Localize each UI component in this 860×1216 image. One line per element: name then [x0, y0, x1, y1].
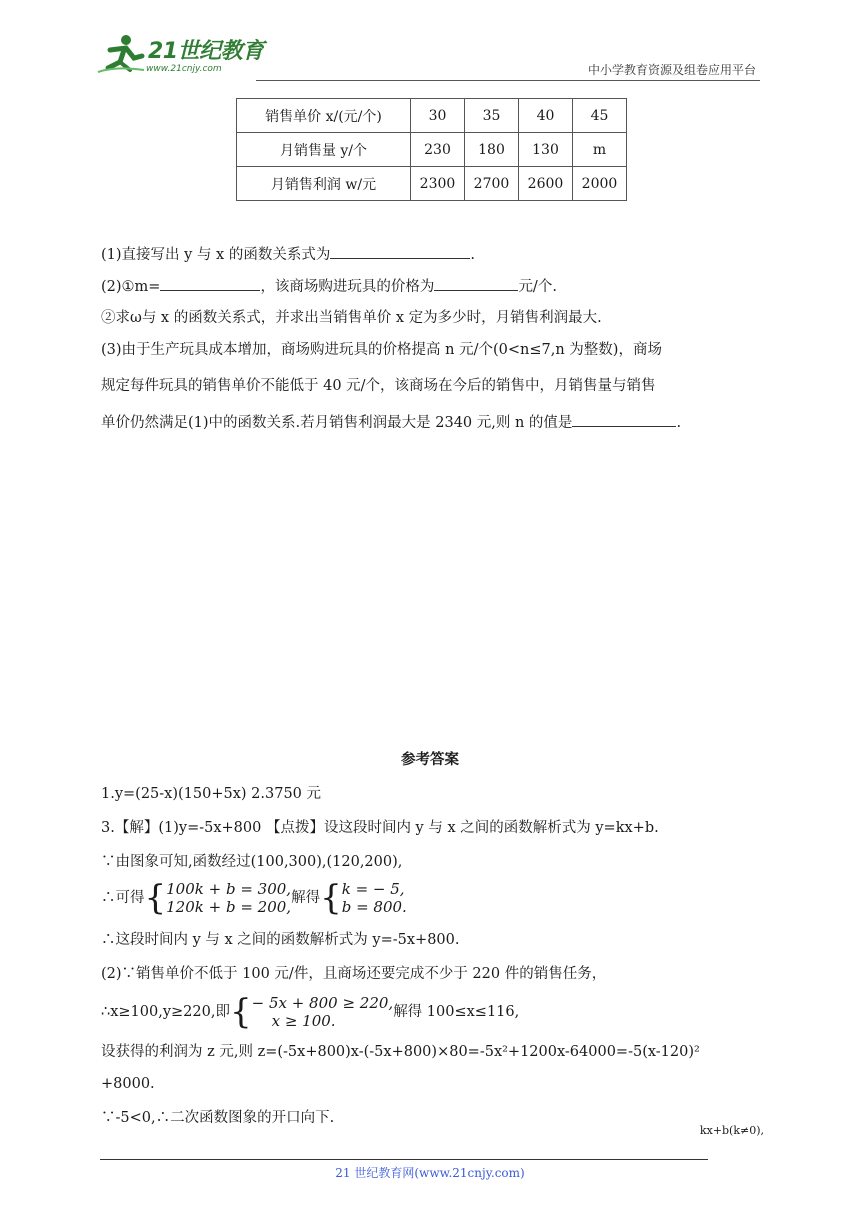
- equation-system-1: [166, 880, 291, 916]
- table-cell: 130: [519, 133, 573, 167]
- table-cell: 180: [465, 133, 519, 167]
- equation: k = − 5,: [341, 880, 405, 898]
- header-platform-text: 中小学教育资源及组卷应用平台: [587, 63, 756, 77]
- answer-3-line-1: 3.【解】(1)y=-5x+800 【点拨】设这段时间内 y 与 x 之间的函数解析式为 y=kx+b.: [101, 820, 659, 836]
- runner-logo-icon: [96, 32, 146, 76]
- question-3-line-1: (3)由于生产玩具成本增加，商场购进玩具的价格提高 n 元/个(0<n≤7,n 为整数)，商场: [101, 342, 662, 358]
- answer-3-line-7: 设获得的利润为 z 元,则 z=(-5x+800)x-(-5x+800)×80=-5x²+1200x-64000=-5(x-120)²: [101, 1044, 700, 1060]
- table-cell: 30: [411, 99, 465, 133]
- answer-text: ∴x≥100,y≥220,即: [101, 1004, 230, 1020]
- question-3-line-3: [101, 412, 681, 433]
- table-cell: 230: [411, 133, 465, 167]
- answer-3-line-9: ∵-5<0,∴二次函数图象的开口向下.: [101, 1110, 335, 1126]
- answers-title: 参考答案: [401, 752, 459, 768]
- answer-3-line-6: [101, 994, 519, 1030]
- equation: − 5x + 800 ≥ 220,: [251, 994, 394, 1012]
- answer-blank: [572, 412, 676, 427]
- equation: b = 800.: [341, 898, 407, 916]
- answer-text: 解得: [291, 890, 321, 906]
- question-text: (2)①m=: [101, 279, 161, 295]
- table-cell: 月销售利润 w/元: [237, 167, 411, 201]
- answer-1-2: 1.y=(25-x)(150+5x) 2.3750 元: [101, 786, 322, 802]
- left-brace: {: [320, 878, 342, 918]
- table-row: [237, 133, 627, 167]
- answer-3-line-8: +8000.: [101, 1076, 155, 1092]
- left-brace: {: [144, 878, 167, 918]
- footer-link[interactable]: 21 世纪教育网(www.21cnjy.com): [335, 1166, 525, 1180]
- answer-blank: [160, 276, 260, 291]
- table-cell: m: [573, 133, 627, 167]
- question-text: .: [676, 415, 682, 431]
- table-row: [237, 167, 627, 201]
- answer-3-line-2: ∵由图象可知,函数经过(100,300),(120,200),: [101, 854, 403, 870]
- question-1: [101, 244, 475, 265]
- equation-system-3: [252, 994, 394, 1030]
- footer-divider: [100, 1159, 708, 1160]
- answer-3-line-5: (2)∵销售单价不低于 100 元/件，且商场还要完成不少于 220 件的销售任务，: [101, 966, 607, 982]
- table-row: [237, 99, 627, 133]
- page-header: [96, 30, 760, 82]
- header-divider: [256, 80, 760, 81]
- answer-text: 解得 100≤x≤116,: [393, 1004, 520, 1020]
- sales-table: [236, 98, 627, 201]
- question-3-line-2: 规定每件玩具的销售单价不能低于 40 元/个，该商场在今后的销售中，月销售量与销售: [101, 378, 656, 394]
- equation: 120k + b = 200,: [166, 898, 292, 916]
- question-text: (1)直接写出 y 与 x 的函数关系式为: [101, 247, 331, 263]
- logo: [96, 32, 266, 76]
- table-cell: 35: [465, 99, 519, 133]
- table-cell: 2600: [519, 167, 573, 201]
- answer-blank: [434, 276, 518, 291]
- left-brace: {: [229, 992, 252, 1032]
- equation: x ≥ 100.: [271, 1012, 336, 1030]
- answer-3-line-3: [101, 880, 407, 916]
- question-text: 单价仍然满足(1)中的函数关系.若月销售利润最大是 2340 元,则 n 的值是: [101, 415, 573, 431]
- logo-text: 21世纪教育: [148, 39, 264, 64]
- logo-url: www.21cnjy.com: [146, 64, 222, 74]
- table-cell: 40: [519, 99, 573, 133]
- question-text: 元/个.: [518, 279, 557, 295]
- side-note: kx+b(k≠0),: [699, 1124, 764, 1137]
- table-cell: 2700: [465, 167, 519, 201]
- table-cell: 2000: [573, 167, 627, 201]
- question-2b: ②求ω与 x 的函数关系式，并求出当销售单价 x 定为多少时，月销售利润最大.: [101, 310, 602, 326]
- answer-text: ∴可得: [101, 890, 145, 906]
- question-text: .: [470, 247, 475, 263]
- table-cell: 2300: [411, 167, 465, 201]
- table-cell: 月销售量 y/个: [237, 133, 411, 167]
- equation-system-2: [342, 880, 407, 916]
- answer-3-line-4: ∴这段时间内 y 与 x 之间的函数解析式为 y=-5x+800.: [101, 932, 460, 948]
- table-cell: 45: [573, 99, 627, 133]
- table-cell: 销售单价 x/(元/个): [237, 99, 411, 133]
- equation: 100k + b = 300,: [166, 880, 292, 898]
- question-text: ，该商场购进玩具的价格为: [260, 279, 435, 295]
- question-2: [101, 276, 557, 297]
- answer-blank: [330, 244, 470, 259]
